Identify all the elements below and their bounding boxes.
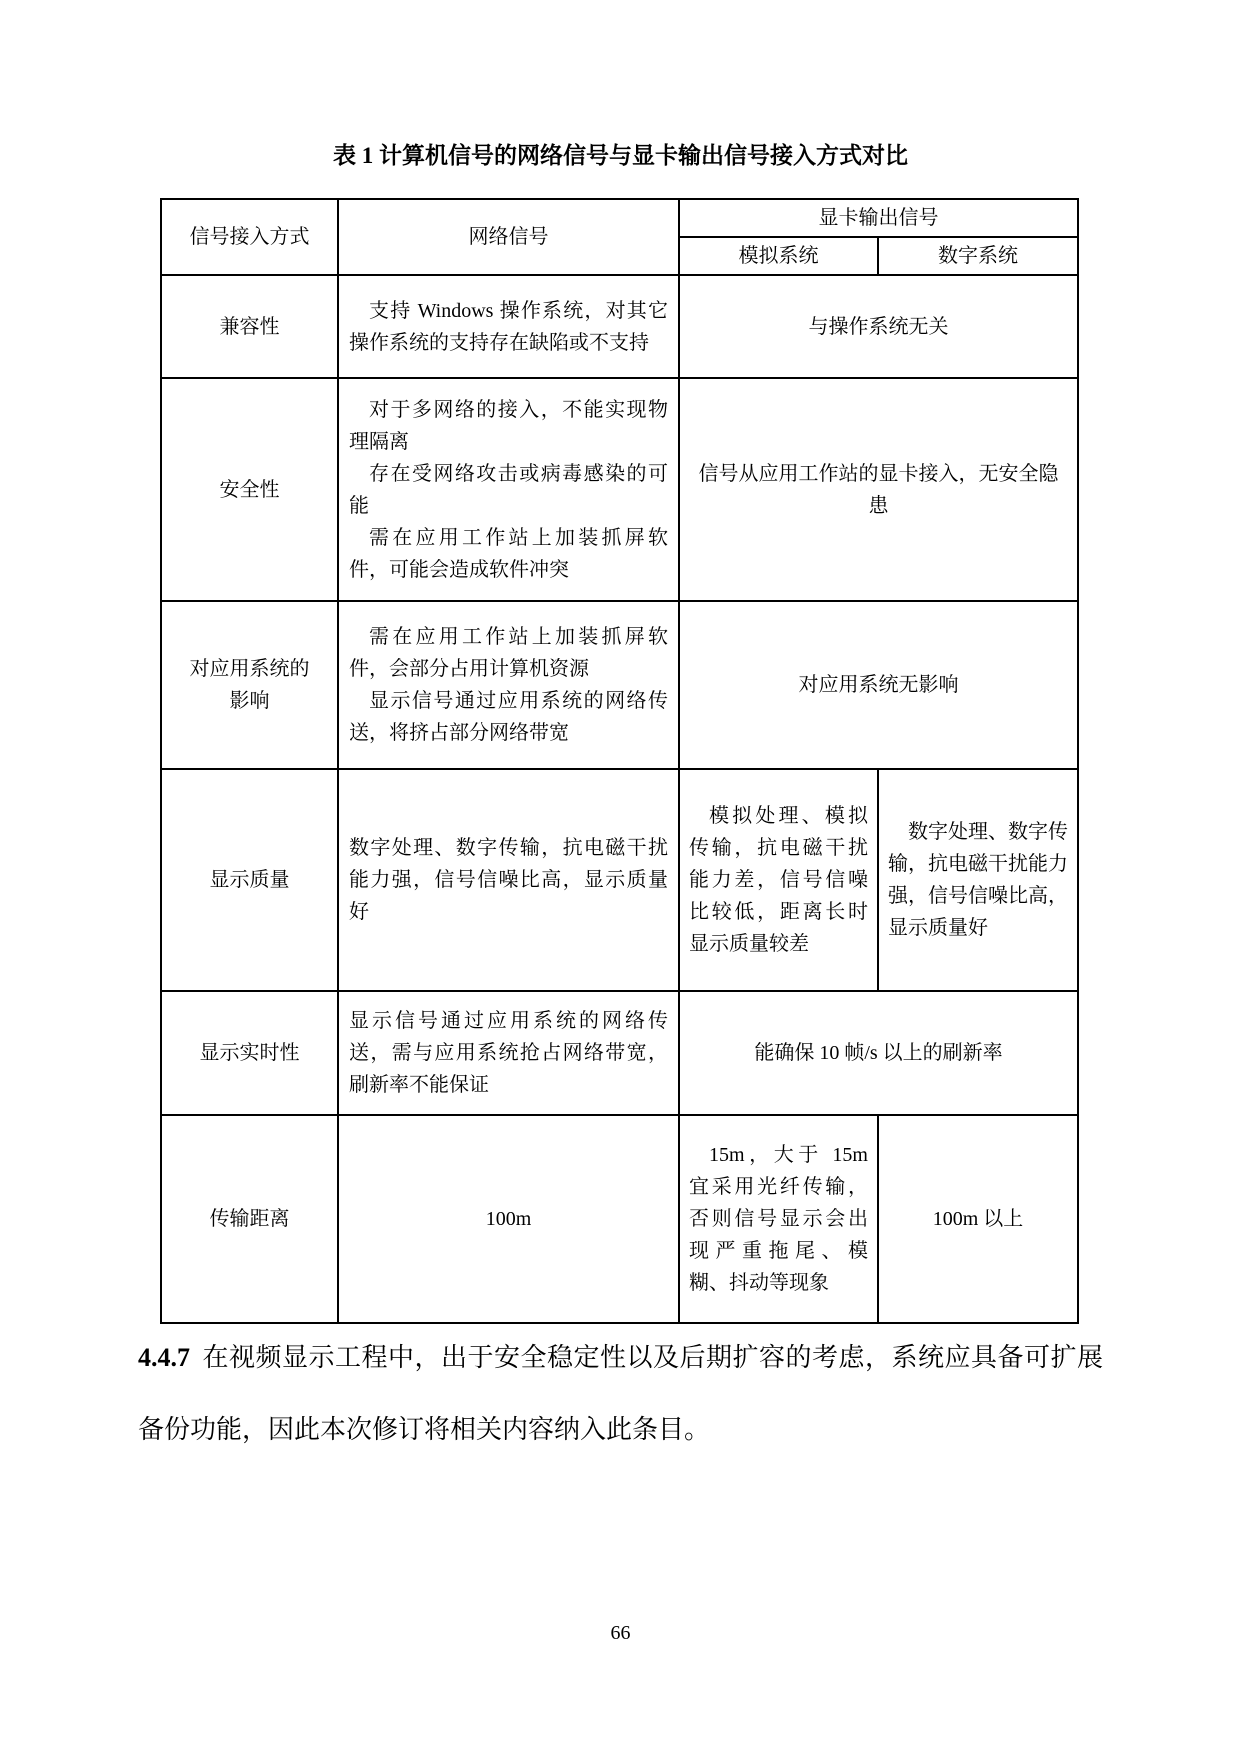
cell-realtime-network xyxy=(338,991,679,1115)
cell-distance-digital: 100m 以上 xyxy=(878,1115,1078,1323)
row-app-impact xyxy=(161,601,1078,769)
table-title: 表 1 计算机信号的网络信号与显卡输出信号接入方式对比 xyxy=(333,143,908,168)
cell-display-quality-network xyxy=(338,769,679,991)
page-number: 66 xyxy=(610,1622,631,1644)
cell-realtime-label: 显示实时性 xyxy=(161,991,338,1115)
header-row-1 xyxy=(161,199,1078,237)
cell-compatibility-gpu: 与操作系统无关 xyxy=(679,275,1078,378)
header-network-signal: 网络信号 xyxy=(338,199,679,275)
header-gpu-output-group: 显卡输出信号 xyxy=(679,199,1078,237)
cell-compatibility-label: 兼容性 xyxy=(161,275,338,378)
cell-compatibility-network xyxy=(338,275,679,378)
row-realtime xyxy=(161,991,1078,1115)
cell-text: 15m，大于 15m 宜采用光纤传输，否则信号显示会出现严重拖尾、模糊、抖动等现象 xyxy=(689,1144,868,1294)
row-security xyxy=(161,378,1078,601)
cell-paragraph: 显示信号通过应用系统的网络传送，将挤占部分网络带宽 xyxy=(349,690,668,744)
cell-paragraph: 数字处理、数字传输，抗电磁干扰能力强，信号信噪比高，显示质量好 xyxy=(349,837,668,923)
comparison-table xyxy=(160,198,1079,1324)
cell-paragraph: 显示信号通过应用系统的网络传送，需与应用系统抢占网络带宽，刷新率不能保证 xyxy=(349,1010,668,1096)
cell-distance-network: 100m xyxy=(338,1115,679,1323)
row-distance xyxy=(161,1115,1078,1323)
cell-paragraph: 存在受网络攻击或病毒感染的可能 xyxy=(349,462,668,517)
clause-text: 在视频显示工程中，出于安全稳定性以及后期扩容的考虑，系统应具备可扩展备份功能，因此本次修订将相关内容纳入此条目。 xyxy=(138,1343,1103,1444)
cell-security-label: 安全性 xyxy=(161,378,338,601)
cell-distance-label: 传输距离 xyxy=(161,1115,338,1323)
cell-paragraph: 需在应用工作站上加装抓屏软件，可能会造成软件冲突 xyxy=(349,526,668,581)
cell-paragraph: 需在应用工作站上加装抓屏软件，会部分占用计算机资源 xyxy=(349,626,668,680)
cell-realtime-gpu: 能确保 10 帧/s 以上的刷新率 xyxy=(679,991,1078,1115)
cell-security-gpu: 信号从应用工作站的显卡接入，无安全隐患 xyxy=(679,378,1078,601)
cell-display-quality-digital xyxy=(878,769,1078,991)
cell-app-impact-label: 对应用系统的影响 xyxy=(161,601,338,769)
cell-security-network xyxy=(338,378,679,601)
header-digital-system: 数字系统 xyxy=(878,237,1078,275)
cell-app-impact-gpu: 对应用系统无影响 xyxy=(679,601,1078,769)
header-analog-system: 模拟系统 xyxy=(679,237,878,275)
header-access-method: 信号接入方式 xyxy=(161,199,338,275)
row-display-quality xyxy=(161,769,1078,991)
cell-text: 模拟处理、模拟传输，抗电磁干扰能力差，信号信噪比较低，距离长时显示质量较差 xyxy=(689,805,868,955)
row-compatibility xyxy=(161,275,1078,378)
paragraph-4-4-7 xyxy=(138,1322,1103,1466)
cell-paragraph: 对于多网络的接入，不能实现物理隔离 xyxy=(349,398,668,453)
cell-paragraph: 支持 Windows 操作系统，对其它操作系统的支持存在缺陷或不支持 xyxy=(349,299,668,354)
cell-text: 数字处理、数字传输，抗电磁干扰能力强，信号信噪比高，显示质量好 xyxy=(888,821,1068,939)
cell-display-quality-label: 显示质量 xyxy=(161,769,338,991)
cell-distance-analog xyxy=(679,1115,878,1323)
cell-display-quality-analog xyxy=(679,769,878,991)
cell-app-impact-network xyxy=(338,601,679,769)
clause-number: 4.4.7 xyxy=(138,1343,190,1372)
